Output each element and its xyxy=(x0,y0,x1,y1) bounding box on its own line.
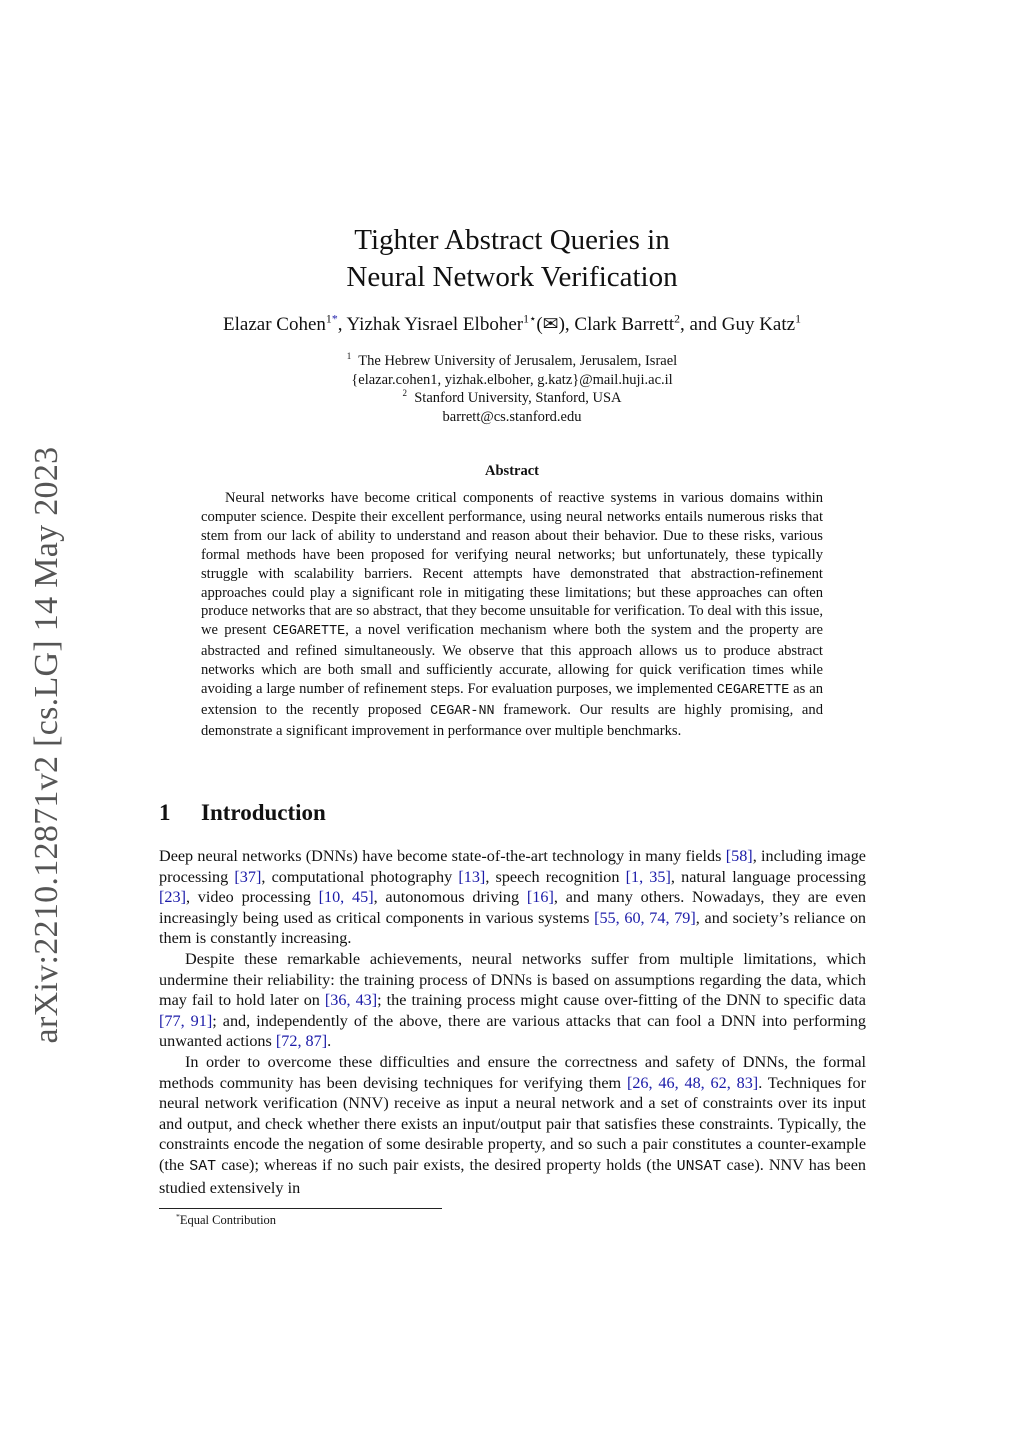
affiliation-mark: 1 xyxy=(325,312,332,326)
citation-link[interactable]: [23] xyxy=(159,888,186,907)
author-name: Yizhak Yisrael Elboher xyxy=(346,314,524,335)
citation-link[interactable]: [1, 35] xyxy=(625,867,671,886)
citation-link[interactable]: [16] xyxy=(526,888,554,907)
tool-name: CEGAR-NN xyxy=(430,703,495,719)
paper-title xyxy=(212,222,812,296)
affiliation-line: $^2$ Stanford University, Stanford, USA xyxy=(402,388,622,407)
equal-contribution-mark[interactable]: * xyxy=(331,312,338,326)
section-title: Introduction xyxy=(201,800,326,825)
author-name: Elazar Cohen xyxy=(223,314,326,335)
citation-link[interactable]: [26, 46, 48, 62, 83] xyxy=(626,1073,759,1092)
author-name: Clark Barrett xyxy=(574,314,675,335)
paragraph: Despite these remarkable achievements, neural networks suffer from multiple limitations, which undermine their reliability: the training process of DNNs is based on assumptions regarding the data, which may fail to hold later on [36, 43]; the training process might cause over-fitting of the DNN to specific data [77, 91]; and, independently of the above, there are various attacks that can fool a DNN into performing unwanted actions [72, 87]. xyxy=(159,949,867,1051)
affiliation-mark: 2 xyxy=(674,312,681,326)
citation-link[interactable]: [37] xyxy=(234,867,262,886)
footnote-text: Equal Contribution xyxy=(179,1213,277,1227)
citation-link[interactable]: [10, 45] xyxy=(318,888,374,907)
author-name: Guy Katz xyxy=(721,314,796,335)
footnote-rule xyxy=(159,1208,442,1209)
envelope-icon: (✉) xyxy=(536,314,565,335)
abstract-heading: Abstract xyxy=(485,463,539,479)
paragraph: In order to overcome these difficulties and ensure the correctness and safety of DNNs, the formal methods community has been devising techniques for verifying them [26, 46, 48, 62, 83]. Techniques for neural network verification (NNV) receive as input a neural network and a set of constraints over its input and output, and check whether there exists an input/output pair that satisfies these constraints. Typically, the constraints encode the negation of some desirable property, and so such a pair constitutes a counter-example (the SAT case); whereas if no such pair exists, the desired property holds (the UNSAT case). NNV has been studied extensively in xyxy=(159,1052,866,1197)
title-line-2: Neural Network Verification xyxy=(346,261,678,293)
footnote-mark: * xyxy=(176,1211,180,1221)
affiliation-emails: barrett@cs.stanford.edu xyxy=(442,409,582,426)
title-line-1: Tighter Abstract Queries in xyxy=(354,224,670,256)
affiliations xyxy=(262,352,762,427)
arxiv-identifier: arXiv:2210.12871v2 [cs.LG] 14 May 2023 xyxy=(28,446,65,1044)
sat-keyword: SAT xyxy=(189,1158,217,1175)
citation-link[interactable]: [77, 91] xyxy=(159,1011,213,1030)
citation-link[interactable]: [58] xyxy=(725,847,753,865)
unsat-keyword: UNSAT xyxy=(676,1158,722,1175)
citation-link[interactable]: [55, 60, 74, 79] xyxy=(594,908,696,927)
paragraph: Deep neural networks (DNNs) have become state-of-the-art technology in many fields [58], including image processing [37], computational photography [13], speech recognition [1, 35], natural language processing [23], video processing [10, 45], autonomous driving [16], and many others. Nowadays, they are even increasingly being used as critical components in various systems [55, 60, 74, 79], and society’s reliance on them is constantly increasing. xyxy=(159,847,867,948)
body-text xyxy=(159,846,866,1198)
affiliation-mark: 1 xyxy=(523,312,529,326)
footnote xyxy=(176,1213,276,1228)
affiliation-emails: {elazar.cohen1, yizhak.elboher, g.katz}@mail.huji.ac.il xyxy=(351,371,673,388)
citation-link[interactable]: [72, 87] xyxy=(275,1032,328,1051)
citation-link[interactable]: [36, 43] xyxy=(324,991,378,1010)
affiliation-mark: 1 xyxy=(795,312,801,326)
section-heading xyxy=(159,800,326,826)
tool-name: CEGARETTE xyxy=(272,624,346,640)
citation-link[interactable]: [13] xyxy=(458,867,486,886)
abstract-text: Neural networks have become critical components of reactive systems in various domains within computer science. Despite their excellent performance, using neural networks entails numerous risks that stem from our lack of ability to understand and reason about their behavior. Due to these risks, various formal methods have been proposed for verifying neural networks; but unfortunately, these typically struggle with scalability barriers. Recent attempts have demonstrated that abstraction-refinement approaches could play a significant role in mitigating these limitations; but these approaches can often produce networks that are so abstract, that they become unsuitable for verification. To deal with this issue, we present CEGARETTE, a novel verification mechanism where both the system and the property are abstracted and refined simultaneously. We observe that this approach allows us to produce abstract networks which are both small and sufficiently accurate, allowing for quick verification times while avoiding a large number of refinement steps. For evaluation purposes, we implemented CEGARETTE as an extension to the recently proposed CEGAR-NN framework. Our results are highly promising, and demonstrate a significant improvement in performance over multiple benchmarks. xyxy=(201,490,823,739)
tool-name: CEGARETTE xyxy=(716,683,790,699)
section-number: 1 xyxy=(159,800,171,825)
affiliation-line: $^1$ The Hebrew University of Jerusalem, Jerusalem, Israel xyxy=(346,351,678,369)
corresponding-author-mark: ⋆ xyxy=(528,312,537,326)
author-list: Elazar Cohen$^{1*}$, Yizhak Yisrael Elboher$^{1⋆}$(✉), Clark Barrett$^2$, and Guy Katz$^1$ xyxy=(223,312,801,335)
